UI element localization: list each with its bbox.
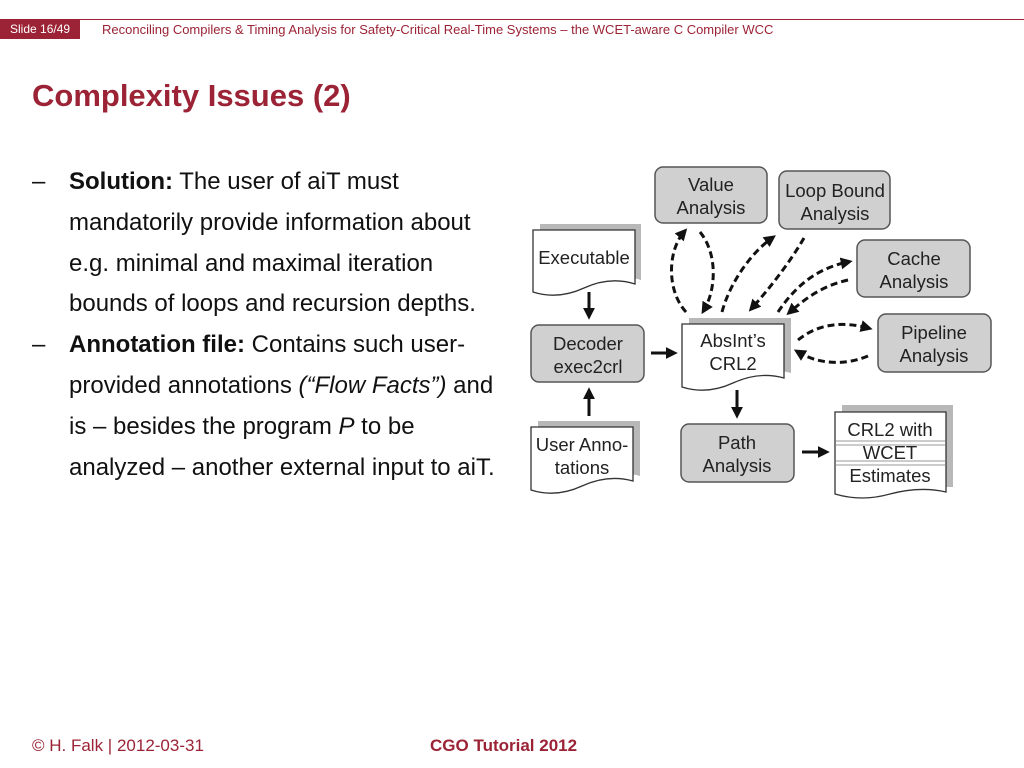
- bullet-list: [32, 162, 502, 488]
- header-title: Reconciling Compilers & Timing Analysis for Safety-Critical Real-Time Systems – the WCET-aware C Compiler WCC: [102, 22, 774, 37]
- cache-analysis-box: [857, 240, 970, 297]
- path-analysis-label-2: Analysis: [702, 455, 772, 476]
- value-analysis-label-1: Value: [688, 174, 734, 195]
- bullet-heading: Solution:: [69, 168, 173, 195]
- value-analysis-box: [655, 167, 767, 223]
- bullet-text: The user of aiT must mandatorily provide information about e.g. minimal and maximal iteration bounds of loops and recursion depths.: [69, 168, 476, 318]
- crl2-wcet-document: [835, 405, 953, 498]
- bullet-dash: –: [32, 331, 46, 359]
- bullet-heading: Annotation file:: [69, 331, 245, 359]
- bullet-text: to be analyzed – another external input to aiT.: [69, 412, 495, 481]
- pipeline-analysis-label-2: Analysis: [899, 345, 969, 366]
- dashed-crl2-to-value: [672, 232, 687, 312]
- dashed-crl2-to-pipeline: [798, 324, 868, 340]
- user-annotations-document: [531, 421, 640, 493]
- bullet-solution: [32, 162, 502, 325]
- loop-bound-label-1: Loop Bound: [785, 180, 885, 201]
- bullet-text: Contains such user-provided annotations: [69, 331, 466, 399]
- cache-analysis-label-2: Analysis: [879, 271, 949, 292]
- absint-crl2-document: [682, 318, 791, 390]
- dashed-cache-to-crl2: [790, 280, 848, 312]
- bullet-dash: –: [32, 168, 46, 195]
- crl2-wcet-label-2: WCET: [862, 442, 918, 463]
- loop-bound-label-2: Analysis: [800, 203, 870, 224]
- cache-analysis-label-1: Cache: [887, 248, 941, 269]
- decoder-box: [531, 325, 644, 382]
- user-annotations-label-1: User Anno-: [535, 434, 629, 455]
- dashed-pipeline-to-crl2: [798, 352, 868, 362]
- path-analysis-box: [681, 424, 794, 482]
- pipeline-analysis-label-1: Pipeline: [901, 322, 967, 343]
- bullet-annotation-file: [32, 325, 502, 488]
- absint-crl2-label-2: CRL2: [709, 353, 757, 374]
- loop-bound-analysis-box: [779, 171, 890, 229]
- page-title: Complexity Issues (2): [32, 78, 351, 113]
- ait-workflow-diagram: [525, 160, 1000, 510]
- crl2-wcet-label-1: CRL2 with: [847, 419, 933, 440]
- decoder-label-1: Decoder: [553, 333, 623, 354]
- crl2-wcet-label-3: Estimates: [849, 465, 931, 486]
- dashed-value-to-crl2: [700, 232, 713, 310]
- header-rule: [0, 19, 1024, 20]
- executable-document: [533, 224, 641, 295]
- dashed-crl2-to-loop: [722, 238, 772, 312]
- pipeline-analysis-box: [878, 314, 991, 372]
- dashed-crl2-to-cache: [778, 262, 848, 312]
- decoder-label-2: exec2crl: [553, 356, 623, 377]
- user-annotations-label-2: tations: [554, 457, 610, 478]
- path-analysis-label-1: Path: [717, 432, 757, 453]
- absint-crl2-label-1: AbsInt’s: [700, 330, 766, 351]
- bullet-italic-flow-facts: (“Flow Facts”): [298, 371, 447, 399]
- dashed-loop-to-crl2: [752, 238, 804, 308]
- bullet-italic-p: P: [338, 412, 355, 440]
- value-analysis-label-2: Analysis: [676, 197, 746, 218]
- footer-event: CGO Tutorial 2012: [430, 736, 578, 755]
- footer-author-date: © H. Falk | 2012-03-31: [32, 736, 204, 755]
- bullet-text: and is – besides the program: [69, 371, 494, 440]
- executable-label: Executable: [538, 247, 630, 268]
- slide-number-badge: Slide 16/49: [0, 20, 80, 39]
